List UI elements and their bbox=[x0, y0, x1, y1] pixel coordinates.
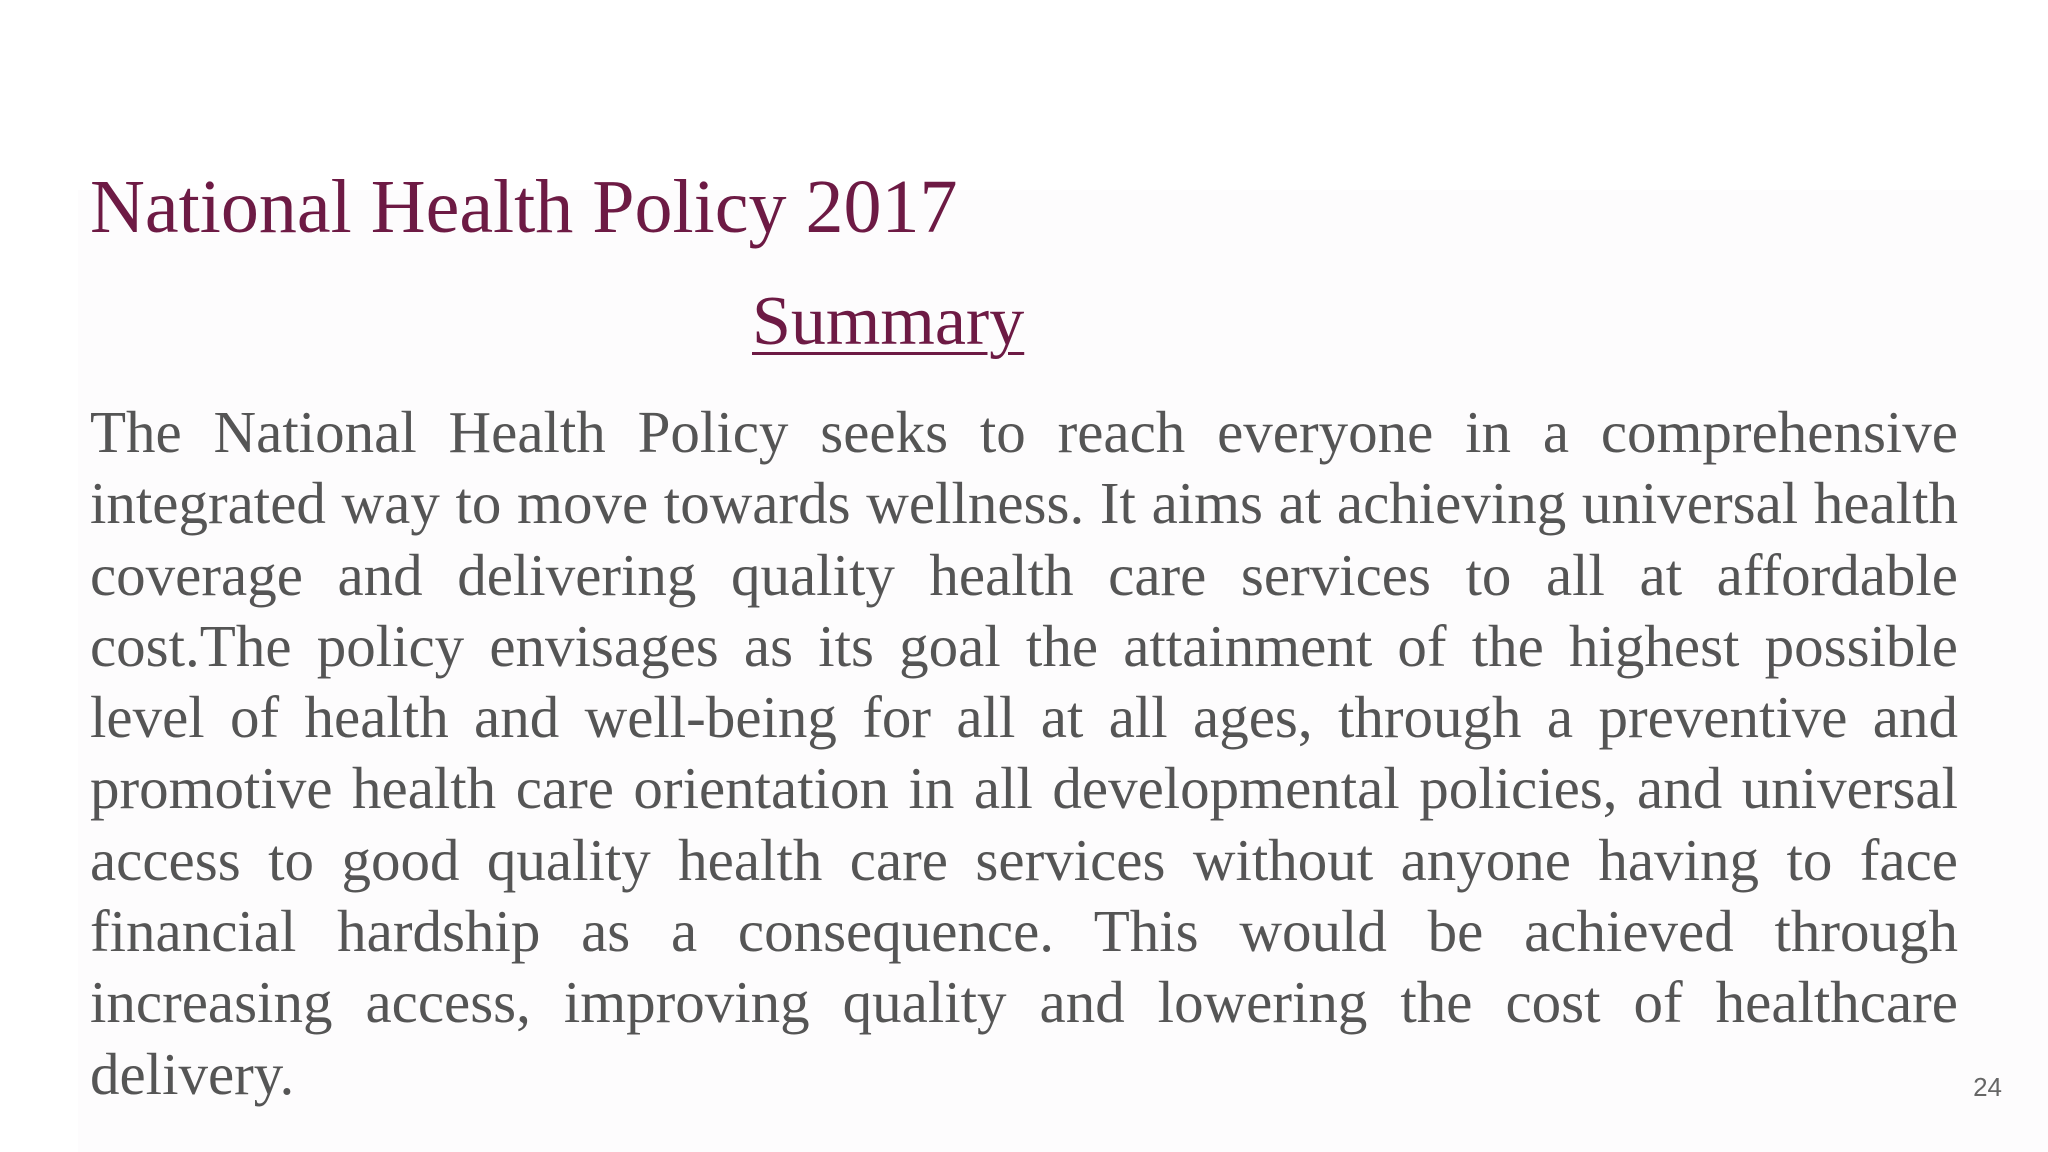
slide-subtitle: Summary bbox=[752, 283, 1025, 360]
summary-paragraph: The National Health Policy seeks to reach everyone in a comprehensive integrated way to move towards wellness. It aims at achieving universal health coverage and delivering quality health care services to all at affordable cost.The policy envisages as its goal the attainment of the highest possible level of health and well-being for all at all ages, through a preventive and promotive health care orientation in all developmental policies, and universal access to good quality health care services without anyone having to face financial hardship as a consequence. This would be achieved through increasing access, improving quality and lowering the cost of healthcare delivery. bbox=[90, 399, 1958, 1107]
page-number: 24 bbox=[1973, 1072, 2002, 1102]
slide-title: National Health Policy 2017 bbox=[90, 165, 958, 249]
